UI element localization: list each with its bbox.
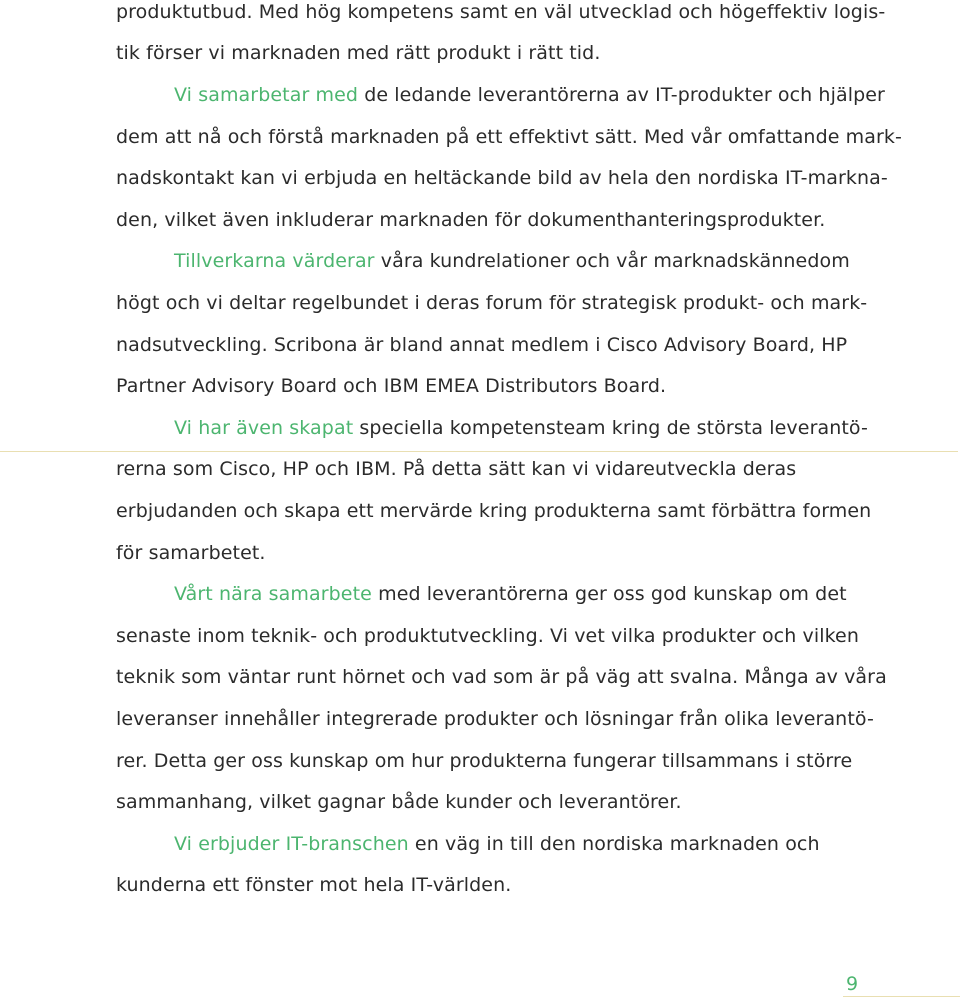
line-text: dem att nå och förstå marknaden på ett effektivt sätt. Med vår omfattande mark- [116,126,902,148]
paragraph-lead: Vi har även skapat [174,417,354,439]
line-text: nadsutveckling. Scribona är bland annat medlem i Cisco Advisory Board, HP [116,334,848,356]
text-line [116,749,852,773]
text-line [116,208,825,232]
line-text: våra kundrelationer och vår marknadskännedom [374,250,850,272]
line-text: erbjudanden och skapa ett mervärde kring produkterna samt förbättra formen [116,500,872,522]
line-text: tik förser vi marknaden med rätt produkt i rätt tid. [116,42,601,64]
line-text: den, vilket även inkluderar marknaden för dokumenthanteringsprodukter. [116,209,826,231]
line-text: rerna som Cisco, HP och IBM. På detta sätt kan vi vidareutveckla deras [116,458,797,480]
text-line [116,291,867,315]
line-text: sammanhang, vilket gagnar både kunder och leverantörer. [116,791,682,813]
horizontal-divider [0,451,958,452]
line-text: senaste inom teknik- och produktutveckling. Vi vet vilka produkter och vilken [116,625,859,647]
paragraph-lead: Vårt nära samarbete [174,583,372,605]
text-line [116,790,682,814]
line-text: teknik som väntar runt hörnet och vad som är på väg att svalna. Många av våra [116,666,887,688]
line-text: produktutbud. Med hög kompetens samt en väl utvecklad och högeffektiv logis- [116,1,886,23]
text-line [116,624,859,648]
paragraph-lead: Vi samarbetar med [174,84,359,106]
text-line [174,416,868,440]
text-line [116,499,871,523]
page-number-rule [843,996,960,997]
line-text: speciella kompetensteam kring de största leverantö- [353,417,868,439]
line-text: nadskontakt kan vi erbjuda en heltäckande bild av hela den nordiska IT-markna- [116,167,888,189]
page-number: 9 [846,973,859,995]
text-line [116,374,666,398]
line-text: en väg in till den nordiska marknaden och [408,833,820,855]
text-line [174,83,885,107]
text-line [174,249,850,273]
text-line [116,541,266,565]
line-text: för samarbetet. [116,542,266,564]
text-line [116,873,511,897]
text-line [116,41,601,65]
line-text: de ledande leverantörerna av IT-produkter och hjälper [358,84,885,106]
line-text: leveranser innehåller integrerade produkter och lösningar från olika leverantö- [116,708,874,730]
paragraph-lead: Vi erbjuder IT-branschen [174,833,409,855]
text-line [116,333,847,357]
line-text: kunderna ett fönster mot hela IT-världen. [116,874,512,896]
line-text: högt och vi deltar regelbundet i deras forum för strategisk produkt- och mark- [116,292,868,314]
text-line [116,665,887,689]
text-line [116,166,888,190]
text-line [174,832,820,856]
line-text: Partner Advisory Board och IBM EMEA Distributors Board. [116,375,667,397]
text-line [116,707,874,731]
text-line [116,457,796,481]
paragraph-lead: Tillverkarna värderar [174,250,375,272]
text-line [174,582,847,606]
line-text: med leverantörerna ger oss god kunskap om det [371,583,847,605]
text-line [116,125,902,149]
line-text: rer. Detta ger oss kunskap om hur produkterna fungerar tillsammans i större [116,750,853,772]
text-line [116,0,885,24]
